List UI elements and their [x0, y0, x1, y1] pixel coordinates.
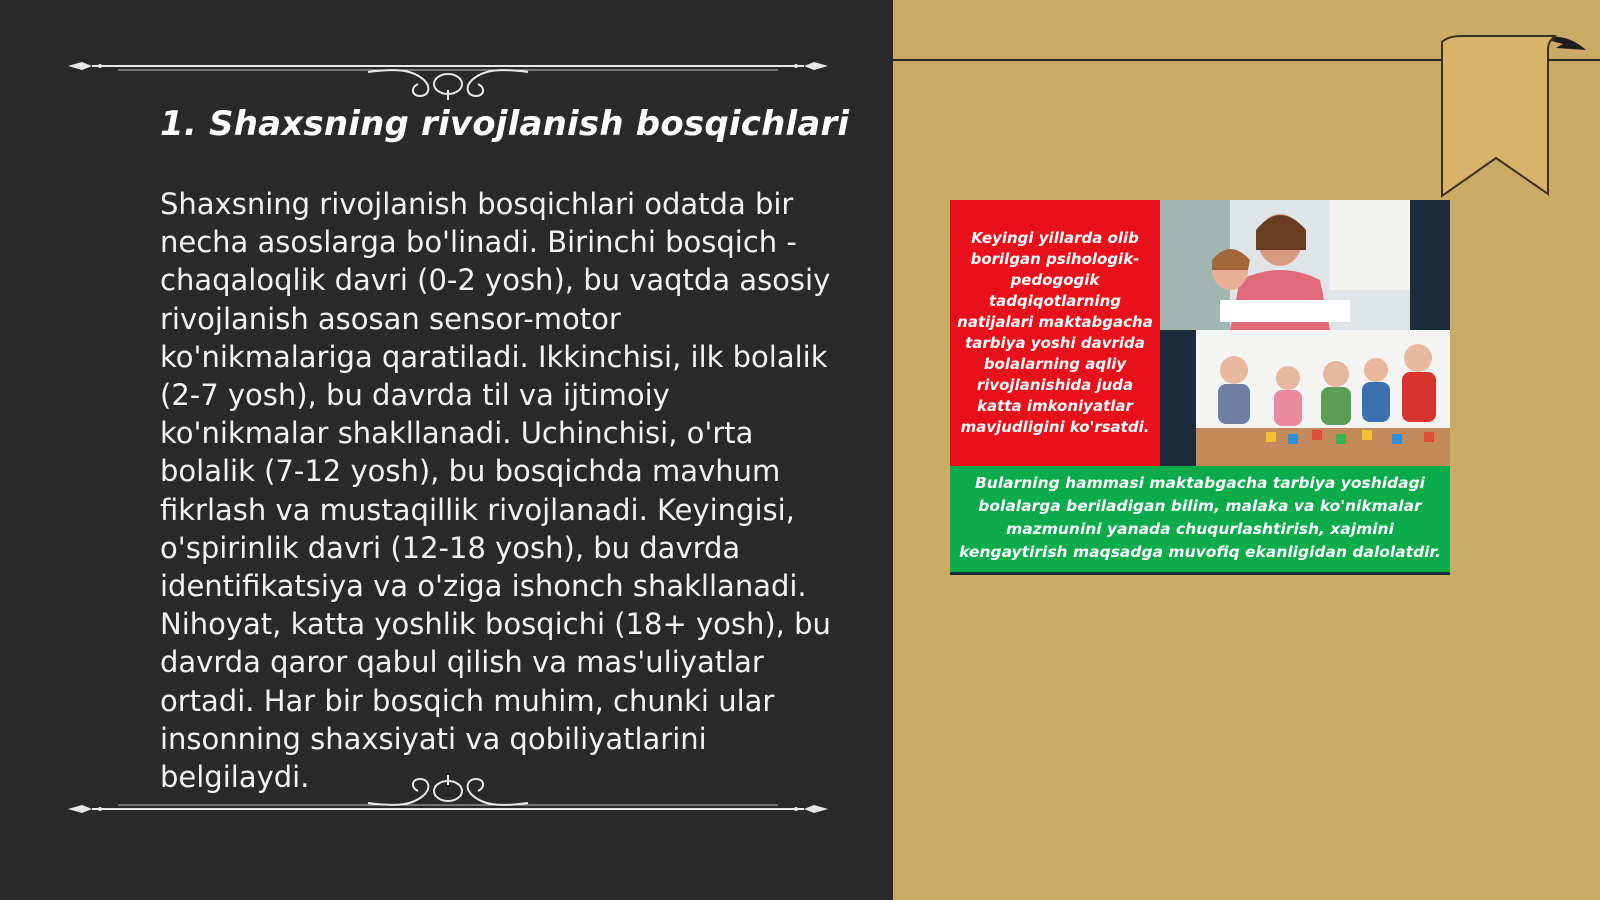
bookmark-ribbon-icon	[1436, 30, 1600, 210]
mother-and-daughter-photo	[1160, 200, 1410, 330]
infographic-red-text: Keyingi yillarda olib borilgan psihologik-pedogogik tadqiqotlarning natijalari maktabgacha tarbiya yoshi davrida bolalarning aqliy rivojlanishida juda katta imkoniyatlar mavjudligini ko'rsatdi.	[950, 200, 1160, 466]
slide-body-text: Shaxsning rivojlanish bosqichlari odatda bir necha asoslarga bo'linadi. Birinchi bosqich - chaqaloqlik davri (0-2 yosh), bu vaqtda asosiy rivojlanish asosan sensor-motor ko'nikmalariga qaratiladi. Ikkinchisi, ilk bolalik (2-7 yosh), bu davrda til va ijtimoiy ko'nikmalar shakllanadi. Uchinchisi, o'rta bolalik (7-12 yosh), bu bosqichda mavhum fikrlash va mustaqillik rivojlanadi. Keyingisi, o'spirinlik davri (12-18 yosh), bu davrda identifikatsiya va o'ziga ishonch shakllanadi. Nihoyat, katta yoshlik bosqichi (18+ yosh), bu davrda qaror qabul qilish va mas'uliyatlar ortadi. Har bir bosqich muhim, chunki ular insonning shaxsiyati va qobiliyatlarini belgilaydi.	[160, 187, 831, 795]
slide-title: 1. Shaxsning rivojlanish bosqichlari	[160, 104, 850, 144]
bottom-ornament-divider-icon	[68, 775, 828, 825]
infographic-image	[950, 200, 1450, 575]
children-playing-photo	[1196, 330, 1450, 466]
infographic-green-text: Bularning hammasi maktabgacha tarbiya yoshidagi bolalarga beriladigan bilim, malaka va ko'nikmalar mazmunini yanada chuqurlashtirish, xajmini kengaytirish maqsadga muvofiq ekanligidan dalolatdir.	[950, 466, 1450, 572]
top-ornament-divider-icon	[68, 50, 828, 100]
